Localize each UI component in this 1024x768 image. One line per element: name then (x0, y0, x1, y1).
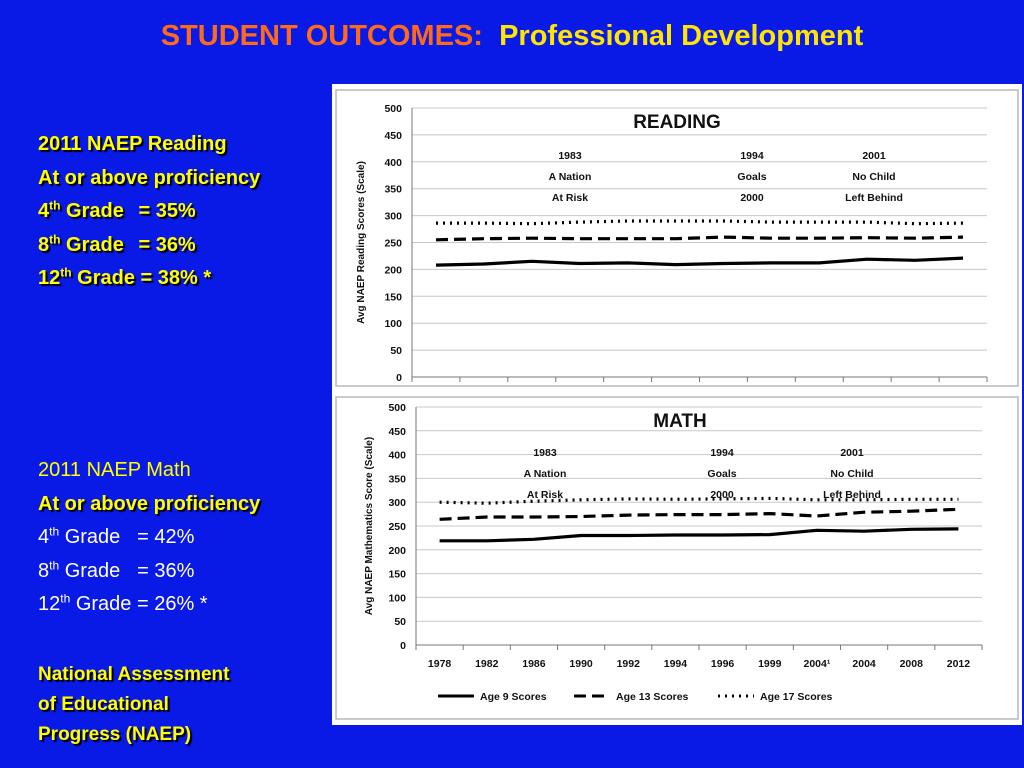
grade-sup: th (60, 265, 72, 280)
y-tick-label: 300 (388, 497, 406, 510)
y-axis-label: Avg NAEP Reading Scores (Scale) (356, 161, 367, 324)
naep-note (38, 660, 229, 750)
annotation-text: No Child (830, 468, 874, 480)
grade-value: = 36% (137, 559, 195, 582)
y-tick-label: 150 (388, 568, 406, 581)
x-tick-label: 1986 (522, 658, 546, 670)
y-tick-label: 150 (384, 291, 402, 304)
grade-label: Grade (59, 526, 121, 548)
grade-number: 12 (38, 593, 61, 615)
y-tick-label: 500 (388, 402, 406, 414)
legend-label: Age 9 Scores (480, 691, 547, 703)
title-part1: STUDENT OUTCOMES: (160, 20, 483, 52)
grade-number: 4 (38, 200, 50, 222)
grade-sup: th (49, 557, 60, 572)
y-tick-label: 350 (384, 183, 402, 196)
grade-number: 8 (38, 233, 50, 256)
grade-sup: th (49, 524, 60, 539)
page-title (0, 18, 1024, 54)
y-axis-label: Avg NAEP Mathematics Score (Scale) (364, 436, 375, 616)
chart-reading (336, 90, 1018, 386)
legend-label: Age 13 Scores (616, 691, 689, 703)
grade-value: = 42% (137, 526, 195, 548)
annotation-text: 1983 (558, 150, 582, 162)
annotation-text: At Risk (551, 192, 589, 204)
math-subheading: At or above proficiency (38, 492, 261, 515)
grade-sup: th (49, 198, 61, 213)
chart-title: READING (633, 112, 721, 133)
x-tick-label: 1994 (663, 658, 688, 670)
annotation-text: 2001 (862, 150, 886, 162)
y-tick-label: 0 (396, 372, 402, 384)
x-tick-label: 2004 (852, 658, 876, 670)
annotation-text: Left Behind (823, 489, 881, 501)
naep-note-line2: of Educational (38, 694, 169, 715)
charts-svg (332, 84, 1022, 725)
grade-value: = 35% (138, 200, 196, 222)
y-tick-label: 100 (384, 318, 402, 331)
annotation-text: A Nation (548, 171, 592, 183)
grade-value: = 36% (138, 233, 196, 256)
x-tick-label: 1992 (616, 658, 640, 670)
title-part2: Professional Development (499, 20, 864, 52)
grade-sup: th (60, 591, 71, 606)
x-tick-label: 1999 (758, 658, 782, 670)
grade-number: 4 (38, 526, 50, 548)
reading-subheading: At or above proficiency (38, 166, 261, 189)
chart-math (336, 397, 1018, 719)
charts-panel (332, 84, 1022, 725)
x-tick-label: 2012 (946, 658, 971, 670)
grade-number: 8 (38, 559, 50, 582)
annotation-text: Goals (707, 468, 737, 480)
annotation-text: 1983 (533, 447, 557, 459)
math-row (38, 588, 260, 622)
annotation-text: A Nation (523, 468, 567, 480)
annotation-text: 2000 (740, 192, 764, 204)
grade-number: 12 (38, 267, 61, 289)
grade-sup: th (49, 231, 61, 246)
x-tick-label: 1996 (710, 658, 735, 670)
annotation-text: Left Behind (845, 192, 903, 204)
y-tick-label: 0 (400, 640, 406, 652)
math-row (38, 555, 260, 589)
reading-heading: 2011 NAEP Reading (38, 133, 227, 155)
legend-label: Age 17 Scores (760, 691, 833, 703)
y-tick-label: 200 (384, 264, 402, 277)
reading-row (38, 262, 260, 296)
grade-label: Grade (59, 559, 121, 582)
reading-row (38, 229, 260, 263)
annotation-text: Goals (737, 171, 767, 183)
y-tick-label: 250 (384, 237, 402, 250)
annotation-text: No Child (852, 171, 896, 183)
grade-value: = 38% * (140, 267, 212, 289)
x-tick-label: 1978 (427, 658, 452, 670)
annotation-text: 1994 (740, 150, 764, 162)
chart-frame (336, 397, 1018, 719)
y-tick-label: 50 (390, 345, 402, 358)
y-tick-label: 100 (388, 592, 406, 605)
x-tick-label: 1990 (569, 658, 593, 670)
annotation-text: 2001 (840, 447, 864, 459)
y-tick-label: 450 (384, 129, 402, 142)
y-tick-label: 50 (394, 616, 406, 629)
naep-note-line3: Progress (NAEP) (38, 724, 192, 745)
annotation-text: 1994 (710, 447, 734, 459)
y-tick-label: 250 (388, 521, 406, 533)
y-tick-label: 450 (388, 425, 406, 438)
naep-note-line1: National Assessment (38, 664, 230, 685)
x-tick-label: 1982 (475, 658, 499, 670)
math-summary (38, 454, 260, 622)
grade-value: = 26% * (136, 593, 208, 615)
y-tick-label: 400 (388, 449, 406, 462)
grade-label: Grade (71, 267, 135, 289)
x-tick-label: 2008 (899, 658, 923, 670)
grade-label: Grade (60, 233, 124, 256)
y-tick-label: 400 (384, 156, 402, 169)
reading-row (38, 195, 260, 229)
grade-label: Grade (60, 200, 124, 222)
annotation-text: At Risk (526, 489, 564, 501)
y-tick-label: 200 (388, 544, 406, 557)
x-tick-label: 2004¹ (803, 658, 831, 670)
y-tick-label: 500 (384, 103, 402, 115)
grade-label: Grade (70, 593, 132, 615)
y-tick-label: 300 (384, 210, 402, 223)
math-row (38, 521, 260, 555)
annotation-text: 2000 (710, 489, 734, 501)
y-tick-label: 350 (388, 473, 406, 486)
chart-title: MATH (653, 411, 707, 432)
reading-summary (38, 128, 260, 296)
math-heading: 2011 NAEP Math (38, 459, 191, 481)
